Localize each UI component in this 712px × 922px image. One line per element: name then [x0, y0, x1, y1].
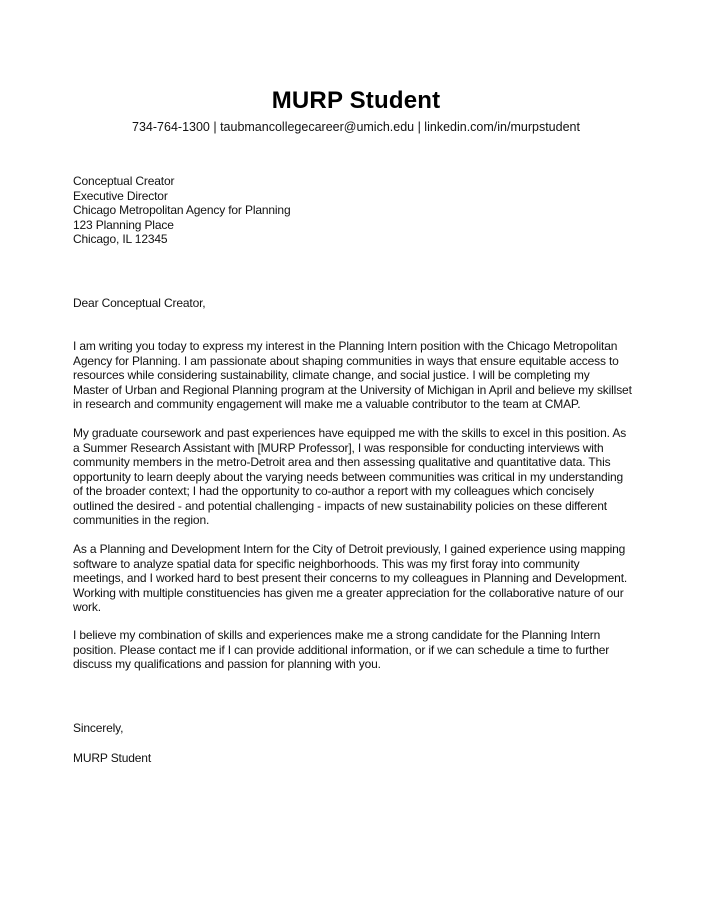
- body-paragraph-4: [73, 628, 653, 672]
- closing: Sincerely,: [73, 721, 124, 735]
- paragraph-line: My graduate coursework and past experiences have equipped me with the skills to excel in this position. As: [73, 426, 627, 440]
- paragraph-line: As a Planning and Development Intern for the City of Detroit previously, I gained experience using mapping: [73, 542, 626, 556]
- recipient-address-block: [73, 174, 653, 247]
- paragraph-line: I am writing you today to express my interest in the Planning Intern position with the Chicago Metropolitan: [73, 339, 618, 353]
- paragraph-line: discuss my qualifications and passion for planning with you.: [73, 657, 381, 671]
- paragraph-line: communities in the region.: [73, 513, 210, 527]
- recipient-title: Executive Director: [73, 188, 168, 203]
- paragraph-line: I believe my combination of skills and experiences make me a strong candidate for the Planning Intern: [73, 628, 601, 642]
- paragraph-line: community members in the metro-Detroit area and then assessing qualitative and quantitative data. This: [73, 455, 611, 469]
- recipient-street: 123 Planning Place: [73, 217, 174, 232]
- paragraph-line: opportunity to learn deeply about the varying needs between communities was critical in my understanding: [73, 469, 624, 484]
- paragraph-line: meetings, and I worked hard to best present their concerns to my colleagues in Planning and Development.: [73, 571, 628, 585]
- body-paragraph-1: [73, 339, 653, 412]
- paragraph-line: software to analyze spatial data for specific neighborhoods. This was my first foray into community: [73, 556, 580, 571]
- paragraph-line: a Summer Research Assistant with [MURP Professor], I was responsible for conducting interviews with: [73, 440, 604, 455]
- paragraph-line: work.: [73, 600, 101, 614]
- signature-name: MURP Student: [73, 751, 152, 765]
- paragraph-line: Working with multiple constituencies has given me a greater appreciation for the collaborative nature of our: [73, 585, 624, 600]
- paragraph-line: Master of Urban and Regional Planning program at the University of Michigan in April and believe my skillset: [73, 382, 632, 397]
- paragraph-line: in research and community engagement will make me a valuable contributor to the team at CMAP.: [73, 397, 581, 411]
- paragraph-line: resources while considering sustainability, climate change, and social justice. I will be completing my: [73, 368, 590, 382]
- applicant-name-heading: MURP Student: [271, 87, 441, 114]
- recipient-city-state-zip: Chicago, IL 12345: [73, 232, 168, 246]
- recipient-organization: Chicago Metropolitan Agency for Planning: [73, 203, 291, 217]
- body-paragraph-3: [73, 542, 653, 615]
- body-paragraph-2: [73, 426, 653, 528]
- recipient-name: Conceptual Creator: [73, 174, 175, 188]
- salutation: Dear Conceptual Creator,: [73, 296, 206, 310]
- contact-info-line: 734-764-1300 | taubmancollegecareer@umich.edu | linkedin.com/in/murpstudent: [132, 120, 580, 134]
- paragraph-line: position. Please contact me if I can provide additional information, or if we can schedule a time to further: [73, 642, 610, 657]
- paragraph-line: Agency for Planning. I am passionate about shaping communities in ways that ensure equitable access to: [73, 353, 619, 368]
- paragraph-line: of the broader context; I had the opportunity to co-author a report with my colleagues which concisely: [73, 484, 594, 498]
- paragraph-line: outlined the desired - and potential challenging - impacts of new sustainability policies on these different: [73, 498, 607, 513]
